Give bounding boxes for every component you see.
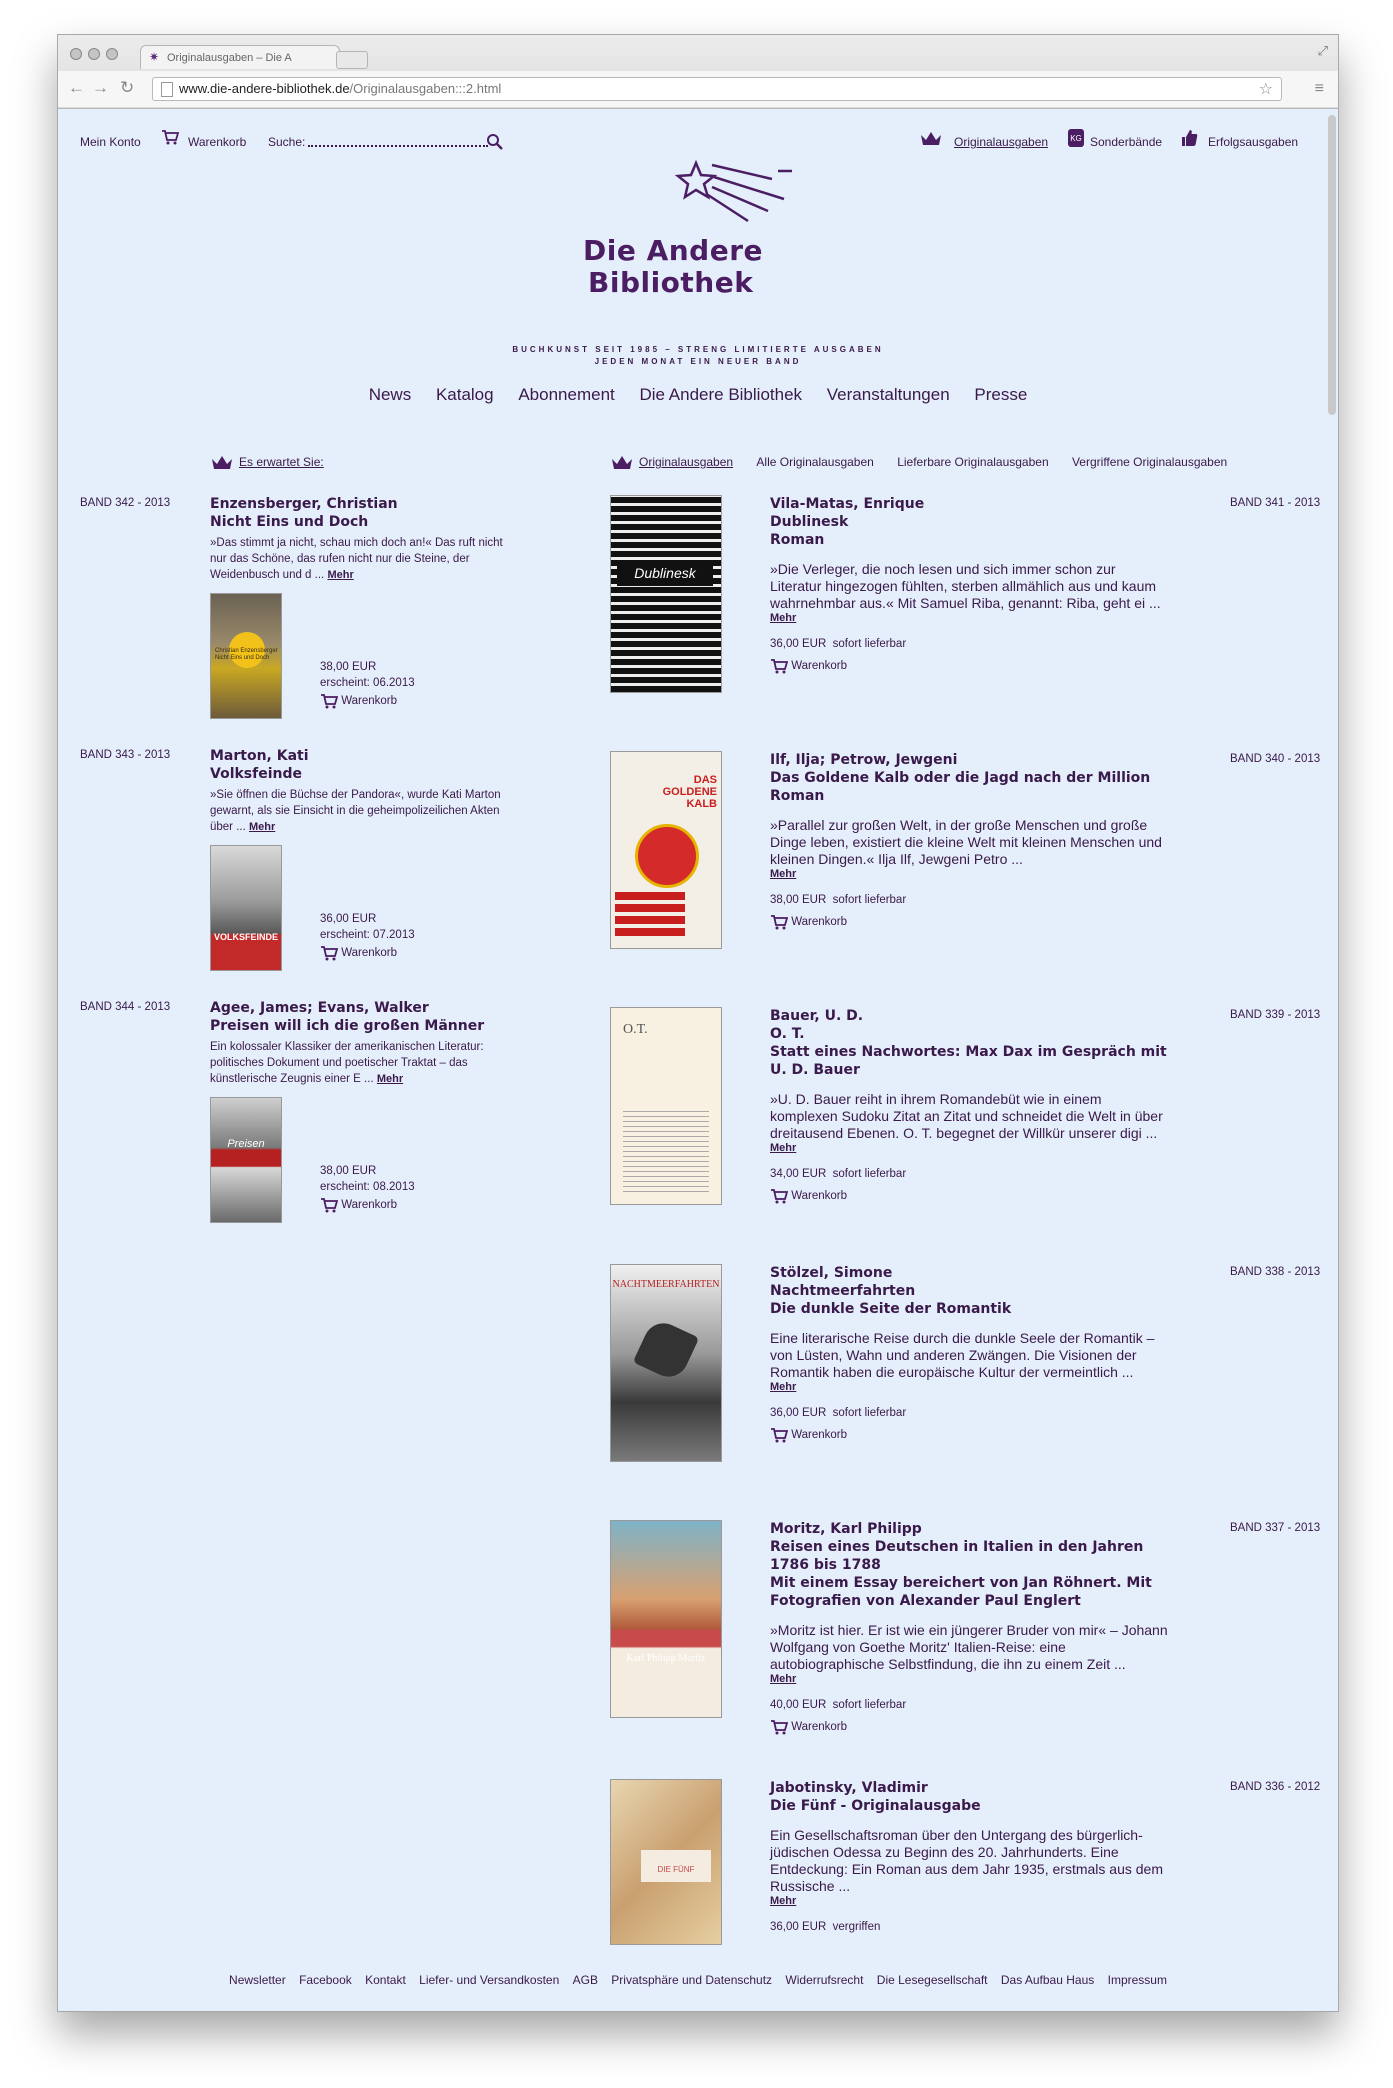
add-to-cart-button[interactable] [320, 1197, 397, 1213]
book-author[interactable]: Agee, James; Evans, Walker [210, 1000, 429, 1016]
favicon-icon: ✷ [149, 50, 160, 64]
book-title[interactable]: Dublinesk [770, 514, 849, 530]
footer-datenschutz[interactable]: Privatsphäre und Datenschutz [611, 1973, 773, 1987]
cover-text: Dublinesk [617, 560, 713, 586]
browser-chrome [58, 35, 1338, 109]
book-author[interactable]: Marton, Kati [210, 748, 309, 764]
footer-lesegesellschaft[interactable]: Die Lesegesellschaft [876, 1973, 988, 1987]
book-subtitle: Roman [770, 788, 825, 804]
mehr-link[interactable]: Mehr [249, 821, 276, 833]
band-label: BAND 337 - 2013 [1230, 1522, 1321, 1534]
cover-text: Karl Philipp Moritz [626, 1653, 706, 1664]
book-title[interactable]: Nicht Eins und Doch [210, 514, 369, 530]
add-to-cart-button[interactable] [770, 1188, 1170, 1204]
thumbs-up-icon [1180, 129, 1198, 152]
mehr-link[interactable]: Mehr [327, 569, 354, 581]
band-label: BAND 343 - 2013 [80, 749, 171, 761]
footer-agb[interactable]: AGB [572, 1973, 598, 1987]
menu-icon[interactable]: ≡ [1314, 80, 1324, 97]
add-to-cart-button[interactable] [770, 1719, 1170, 1735]
book-price: 38,00 EUR [770, 894, 827, 906]
footer-aufbau-haus[interactable]: Das Aufbau Haus [1000, 1973, 1095, 1987]
band-label: BAND 340 - 2013 [1230, 753, 1321, 765]
book-price: 36,00 EUR [770, 638, 827, 650]
book-author[interactable]: Enzensberger, Christian [210, 496, 398, 512]
book-title[interactable]: Die Fünf - Originalausgabe [770, 1798, 981, 1814]
nav-presse[interactable]: Presse [974, 385, 1028, 404]
nav-news[interactable]: News [368, 385, 412, 404]
tagline-1: BUCHKUNST SEIT 1985 – STRENG LIMITIERTE AUSGABEN [512, 345, 884, 354]
crown-icon [211, 455, 233, 471]
cover-text: Christian Enzensberger Nicht Eins und Doch [215, 648, 278, 661]
book-price: 36,00 EUR [770, 1921, 827, 1933]
address-bar[interactable] [152, 77, 1282, 101]
availability-status: vergriffen [832, 1921, 881, 1933]
footer-widerrufsrecht[interactable]: Widerrufsrecht [785, 1973, 864, 1987]
book-description: »U. D. Bauer reiht in ihrem Romandebüt wie in einem komplexen Sudoku Zitat an Zitat und schneidet die Welt in über dreitausend Ebenen. O. T. begegnet der Willkür unserer digi ... [770, 1091, 1163, 1141]
cart-icon [770, 658, 788, 674]
nav-abonnement[interactable]: Abonnement [518, 385, 615, 404]
cover-text: DAS GOLDENE KALB [662, 774, 717, 810]
add-to-cart-button[interactable] [770, 658, 1170, 674]
book-title[interactable]: Preisen will ich die großen Männer [210, 1018, 485, 1034]
book-price: 38,00 EUR [320, 661, 377, 673]
mehr-link[interactable]: Mehr [770, 1142, 797, 1154]
book-release-date: erscheint: 08.2013 [320, 1181, 415, 1193]
nav-die-andere-bibliothek[interactable]: Die Andere Bibliothek [639, 385, 803, 404]
footer-facebook[interactable]: Facebook [299, 1973, 352, 1987]
book-description: »Sie öffnen die Büchse der Pandora«, wurde Kati Marton gewarnt, als sie Einsicht in die geheimpolizeilichen Akten über ... [210, 789, 501, 833]
book-description: Ein kolossaler Klassiker der amerikanischen Literatur: politisches Dokument und poetischer Traktat – das künstlerische Zeugnis einer E ... [210, 1041, 484, 1085]
book-description: Eine literarische Reise durch die dunkle Seele der Romantik – von Lüsten, Wahn und anderen Zwängen. Die Visionen der Romantik haben die europäische Kultur der vermeintlich ... [770, 1330, 1155, 1380]
mehr-link[interactable]: Mehr [770, 1381, 797, 1393]
cart-label: Warenkorb [791, 1721, 848, 1734]
nav-originalausgaben[interactable]: Originalausgaben [954, 135, 1049, 149]
browser-tab[interactable] [140, 45, 340, 69]
logo-line2: Bibliothek [588, 266, 754, 299]
cart-label: Warenkorb [791, 1190, 848, 1203]
footer-versandkosten[interactable]: Liefer- und Versandkosten [419, 1973, 560, 1987]
mein-konto-link[interactable]: Mein Konto [80, 135, 141, 149]
book-price: 38,00 EUR [320, 1165, 377, 1177]
band-label: BAND 339 - 2013 [1230, 1009, 1321, 1021]
book-title[interactable]: Volksfeinde [210, 766, 302, 782]
book-description: »Moritz ist hier. Er ist wie ein jüngerer Bruder von mir« – Johann Wolfgang von Goethe Moritz' Italien-Reise: eine autobiographische Selbstfindung, die ihn zu einem Zeit ... [770, 1622, 1168, 1672]
cart-icon [320, 945, 338, 961]
band-label: BAND 344 - 2013 [80, 1001, 171, 1013]
search-label: Suche: [268, 135, 306, 149]
book-subtitle: Statt eines Nachwortes: Max Dax im Gespräch mit U. D. Bauer [770, 1044, 1167, 1078]
band-label: BAND 342 - 2013 [80, 497, 171, 509]
new-tab-button[interactable] [336, 51, 368, 69]
book-description: »Parallel zur großen Welt, in der große Menschen und große Dinge leben, existiert die kleine Welt mit kleinen Menschen und kleinen Dingen.« Ilja Ilf, Jewgeni Petro ... [770, 817, 1162, 867]
add-to-cart-button[interactable] [770, 914, 1170, 930]
close-window-icon[interactable] [70, 48, 82, 60]
url-path: /Originalausgaben:::2.html [349, 81, 502, 96]
add-to-cart-button[interactable] [320, 945, 397, 961]
availability-status: sofort lieferbar [832, 1699, 907, 1711]
book-cover[interactable] [610, 1520, 722, 1718]
reload-icon[interactable]: ↻ [120, 78, 135, 97]
book-title[interactable]: Nachtmeerfahrten [770, 1283, 916, 1299]
left-section-heading [211, 455, 324, 471]
fullscreen-icon[interactable]: ⤢ [1317, 43, 1328, 58]
availability-status: sofort lieferbar [832, 894, 907, 906]
filter-alle[interactable]: Alle Originalausgaben [756, 455, 874, 470]
cart-icon [161, 129, 179, 145]
cover-text: VOLKSFEINDE [213, 932, 278, 942]
add-to-cart-button[interactable] [770, 1427, 1170, 1443]
crown-icon [611, 455, 633, 471]
minimize-window-icon[interactable] [88, 48, 100, 60]
book-author[interactable]: Stölzel, Simone [770, 1265, 893, 1281]
window-controls [70, 47, 124, 65]
search-input[interactable] [308, 145, 488, 147]
book-title[interactable]: O. T. [770, 1026, 805, 1042]
filter-lieferbare[interactable]: Lieferbare Originalausgaben [897, 455, 1049, 470]
cart-label: Warenkorb [791, 660, 848, 673]
main-nav [58, 385, 1338, 405]
band-label: BAND 341 - 2013 [1230, 497, 1321, 509]
book-title[interactable]: Reisen eines Deutschen in Italien in den Jahren 1786 bis 1788 [770, 1539, 1144, 1573]
add-to-cart-button[interactable] [320, 693, 397, 709]
book-cover[interactable] [210, 1097, 282, 1223]
book-cover[interactable] [610, 1007, 722, 1205]
nav-erfolgsausgaben[interactable]: Erfolgsausgaben [1208, 135, 1299, 149]
book-description: »Die Verleger, die noch lesen und sich immer schon zur Literatur hingezogen fühlten, sterben allmählich aus und kaum wahrnehmbar aus.« Mit Samuel Riba, genannt: Riba, geht ei ... [770, 561, 1161, 611]
book-author[interactable]: Ilf, Ilja; Petrow, Jewgeni [770, 752, 958, 768]
cart-icon [770, 1188, 788, 1204]
search-icon[interactable] [486, 133, 504, 156]
footer-kontakt[interactable]: Kontakt [365, 1973, 406, 1987]
nav-veranstaltungen[interactable]: Veranstaltungen [826, 385, 950, 404]
warenkorb-link[interactable]: Warenkorb [188, 135, 247, 149]
availability-status: sofort lieferbar [832, 638, 907, 650]
es-erwartet-sie-link[interactable]: Es erwartet Sie: [239, 455, 324, 470]
book-cover[interactable] [210, 845, 282, 971]
tagline-2: JEDEN MONAT EIN NEUER BAND [594, 357, 802, 366]
mehr-link[interactable]: Mehr [770, 1673, 797, 1685]
book-subtitle: Die dunkle Seite der Romantik [770, 1301, 1012, 1317]
book-subtitle: Mit einem Essay bereichert von Jan Röhnert. Mit Fotografien von Alexander Paul Englert [770, 1575, 1152, 1609]
zoom-window-icon[interactable] [106, 48, 118, 60]
book-cover[interactable] [610, 1264, 722, 1462]
cover-text: NACHTMEERFAHRTEN [612, 1279, 720, 1290]
originalausgaben-tab[interactable]: Originalausgaben [639, 455, 734, 470]
cart-label: Warenkorb [791, 916, 848, 929]
toolbar [58, 71, 1338, 107]
page-icon [161, 82, 173, 97]
availability-status: sofort lieferbar [832, 1407, 907, 1419]
book-cover[interactable] [610, 751, 722, 949]
tab-title: Originalausgaben – Die A [167, 52, 292, 64]
logo-line1: Die Andere [583, 234, 764, 267]
availability-status: sofort lieferbar [832, 1168, 907, 1180]
cover-text: O.T. [623, 1022, 648, 1037]
cart-icon [770, 1719, 788, 1735]
cover-text: DIE FÜNF [641, 1850, 711, 1882]
book-cover[interactable] [610, 495, 722, 693]
cart-label: Warenkorb [791, 1429, 848, 1442]
cover-text: Preisen [227, 1138, 265, 1150]
band-label: BAND 338 - 2013 [1230, 1266, 1321, 1278]
crown-icon [920, 131, 942, 152]
book-price: 36,00 EUR [320, 913, 377, 925]
cart-label: Warenkorb [341, 1199, 398, 1212]
book-cover[interactable] [610, 1779, 722, 1945]
book-subtitle: Roman [770, 532, 825, 548]
footer-impressum[interactable]: Impressum [1107, 1973, 1167, 1987]
book-author[interactable]: Vila-Matas, Enrique [770, 496, 925, 512]
cart-icon [320, 693, 338, 709]
cart-label: Warenkorb [341, 947, 398, 960]
browser-window [57, 34, 1339, 2012]
book-description: Ein Gesellschaftsroman über den Untergang des bürgerlich-jüdischen Odessa zu Beginn des 20. Jahrhunderts. Eine Entdeckung: Ein Roman aus dem Jahr 1935, erstmals aus dem Russische ... [770, 1827, 1163, 1894]
book-description: »Das stimmt ja nicht, schau mich doch an!« Das ruft nicht nur das Schöne, das rufen nicht nur die Steine, der Weidenbusch und d ... [210, 537, 503, 581]
book-author[interactable]: Moritz, Karl Philipp [770, 1521, 922, 1537]
url-host: www.die-andere-bibliothek.de [179, 81, 350, 96]
cart-icon [320, 1197, 338, 1213]
cart-icon [770, 914, 788, 930]
band-label: BAND 336 - 2012 [1230, 1781, 1321, 1793]
back-icon[interactable]: ← [68, 78, 85, 97]
mehr-link[interactable]: Mehr [376, 1073, 404, 1085]
book-cover[interactable] [210, 593, 282, 719]
mehr-link[interactable]: Mehr [770, 1895, 797, 1907]
right-section-heading [611, 455, 1227, 471]
book-release-date: erscheint: 07.2013 [320, 929, 415, 941]
nav-sonderbaende[interactable]: Sonderbände [1090, 135, 1163, 149]
footer-newsletter[interactable]: Newsletter [229, 1973, 286, 1987]
bookmark-star-icon[interactable]: ☆ [1258, 81, 1273, 98]
book-title[interactable]: Das Goldene Kalb oder die Jagd nach der Million [770, 770, 1151, 786]
cart-icon [770, 1427, 788, 1443]
book-release-date: erscheint: 06.2013 [320, 677, 415, 689]
book-price: 40,00 EUR [770, 1699, 827, 1711]
mehr-link[interactable]: Mehr [770, 612, 797, 624]
cart-label: Warenkorb [341, 695, 398, 708]
mehr-link[interactable]: Mehr [770, 868, 797, 880]
book-price: 36,00 EUR [770, 1407, 827, 1419]
shooting-star-icon [668, 153, 818, 233]
forward-icon[interactable]: → [92, 78, 109, 97]
page-content [58, 109, 1338, 2011]
book-price: 34,00 EUR [770, 1168, 827, 1180]
nav-katalog[interactable]: Katalog [435, 385, 494, 404]
footer [58, 1973, 1338, 1987]
book-author[interactable]: Jabotinsky, Vladimir [770, 1780, 928, 1796]
book-author[interactable]: Bauer, U. D. [770, 1008, 864, 1024]
filter-vergriffene[interactable]: Vergriffene Originalausgaben [1071, 455, 1228, 470]
kg-weight-icon: KG [1068, 129, 1084, 147]
